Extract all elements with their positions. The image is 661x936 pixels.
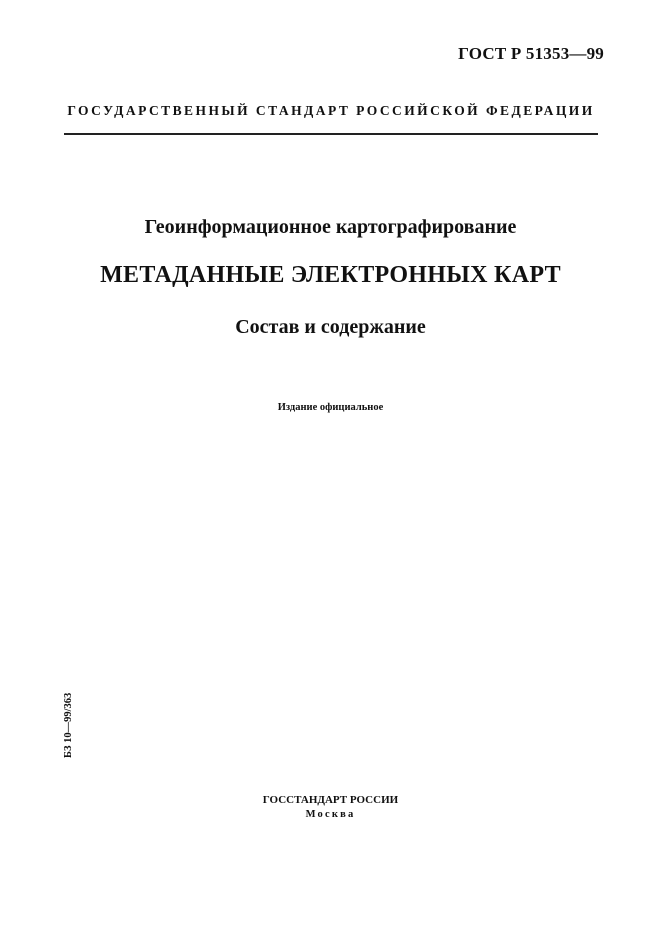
state-standard-header: ГОСУДАРСТВЕННЫЙ СТАНДАРТ РОССИЙСКОЙ ФЕДЕРАЦИИ: [67, 103, 595, 118]
standard-number: ГОСТ Р 51353—99: [458, 44, 604, 63]
subject-heading: Геоинформационное картографирование: [144, 216, 517, 238]
side-code: БЗ 10—99/363: [63, 692, 74, 758]
edition-note: Издание официальное: [277, 402, 384, 413]
publisher-name: ГОССТАНДАРТ РОССИИ: [262, 794, 399, 806]
document-subtitle: Состав и содержание: [235, 316, 426, 338]
publication-city: Москва: [305, 809, 356, 820]
header-divider: [64, 133, 598, 135]
document-title: МЕТАДАННЫЕ ЭЛЕКТРОННЫХ КАРТ: [100, 262, 561, 288]
